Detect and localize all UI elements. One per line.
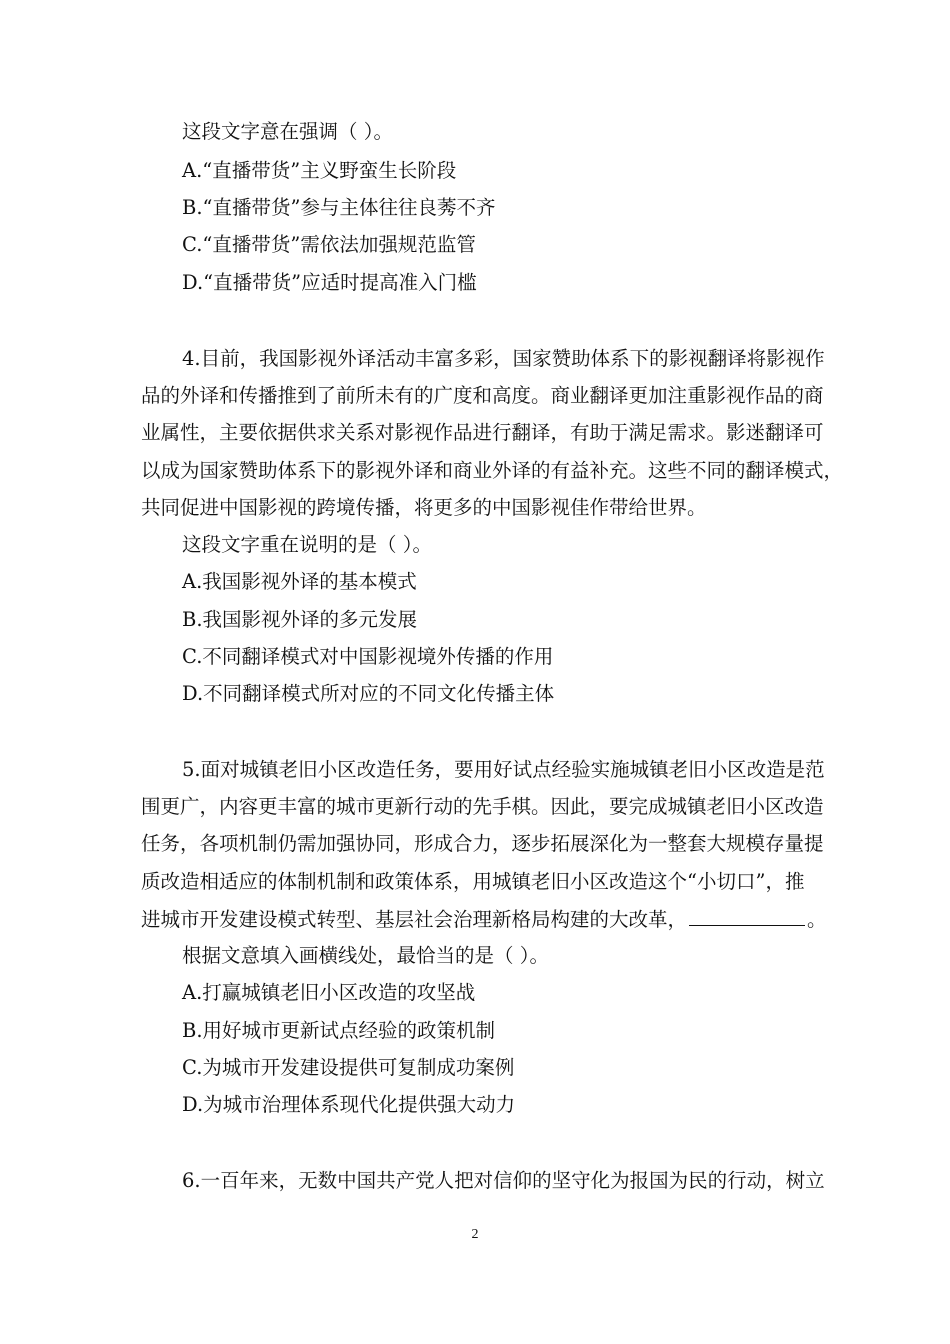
q4-option-a: A.我国影视外译的基本模式 xyxy=(182,570,417,593)
q4-option-b: B.我国影视外译的多元发展 xyxy=(182,608,418,631)
q3-prompt: 这段文字意在强调（ ）。 xyxy=(182,120,393,143)
q5-option-b: B.用好城市更新试点经验的政策机制 xyxy=(182,1019,496,1042)
q4-passage-line: 以成为国家赞助体系下的影视外译和商业外译的有益补充。这些不同的翻译模式， xyxy=(141,459,844,482)
q5-passage-line: 5.面对城镇老旧小区改造任务，要用好试点经验实施城镇老旧小区改造是范 xyxy=(182,758,825,781)
q6-passage-line: 6.一百年来，无数中国共产党人把对信仰的坚守化为报国为民的行动，树立 xyxy=(182,1169,825,1192)
q5-passage-line: 任务，各项机制仍需加强协同，形成合力，逐步拓展深化为一整套大规模存量提 xyxy=(141,832,824,855)
q4-passage-line: 品的外译和传播推到了前所未有的广度和高度。商业翻译更加注重影视作品的商 xyxy=(141,384,824,407)
q3-option-c: C.“直播带货”需依法加强规范监管 xyxy=(182,233,476,256)
q3-option-d: D.“直播带货”应适时提高准入门槛 xyxy=(182,271,477,294)
fill-in-blank xyxy=(689,905,805,926)
q5-passage-line: 质改造相适应的体制机制和政策体系，用城镇老旧小区改造这个“小切口”，推 xyxy=(141,870,805,893)
q5-passage-text: 进城市开发建设模式转型、基层社会治理新格局构建的大改革， xyxy=(141,908,688,931)
q5-passage-line: 围更广，内容更丰富的城市更新行动的先手棋。因此，要完成城镇老旧小区改造 xyxy=(141,795,824,818)
q3-option-a: A.“直播带货”主义野蛮生长阶段 xyxy=(182,159,457,182)
q4-passage-line: 共同促进中国影视的跨境传播，将更多的中国影视佳作带给世界。 xyxy=(141,496,707,519)
q4-option-d: D.不同翻译模式所对应的不同文化传播主体 xyxy=(182,682,555,705)
q5-option-d: D.为城市治理体系现代化提供强大动力 xyxy=(182,1093,516,1116)
q5-passage-last-line xyxy=(141,905,827,934)
q5-option-c: C.为城市开发建设提供可复制成功案例 xyxy=(182,1056,515,1079)
q5-option-a: A.打赢城镇老旧小区改造的攻坚战 xyxy=(182,981,476,1004)
page-number: 2 xyxy=(471,1227,479,1242)
q4-passage-line: 业属性，主要依据供求关系对影视作品进行翻译，有助于满足需求。影迷翻译可 xyxy=(141,421,824,444)
q4-passage-line: 4.目前，我国影视外译活动丰富多彩，国家赞助体系下的影视翻译将影视作 xyxy=(182,347,825,370)
q4-option-c: C.不同翻译模式对中国影视境外传播的作用 xyxy=(182,645,554,668)
q5-prompt: 根据文意填入画横线处，最恰当的是（ ）。 xyxy=(182,944,549,967)
q4-prompt: 这段文字重在说明的是（ ）。 xyxy=(182,533,432,556)
q3-option-b: B.“直播带货”参与主体往往良莠不齐 xyxy=(182,196,496,219)
q5-passage-end: 。 xyxy=(807,908,827,931)
